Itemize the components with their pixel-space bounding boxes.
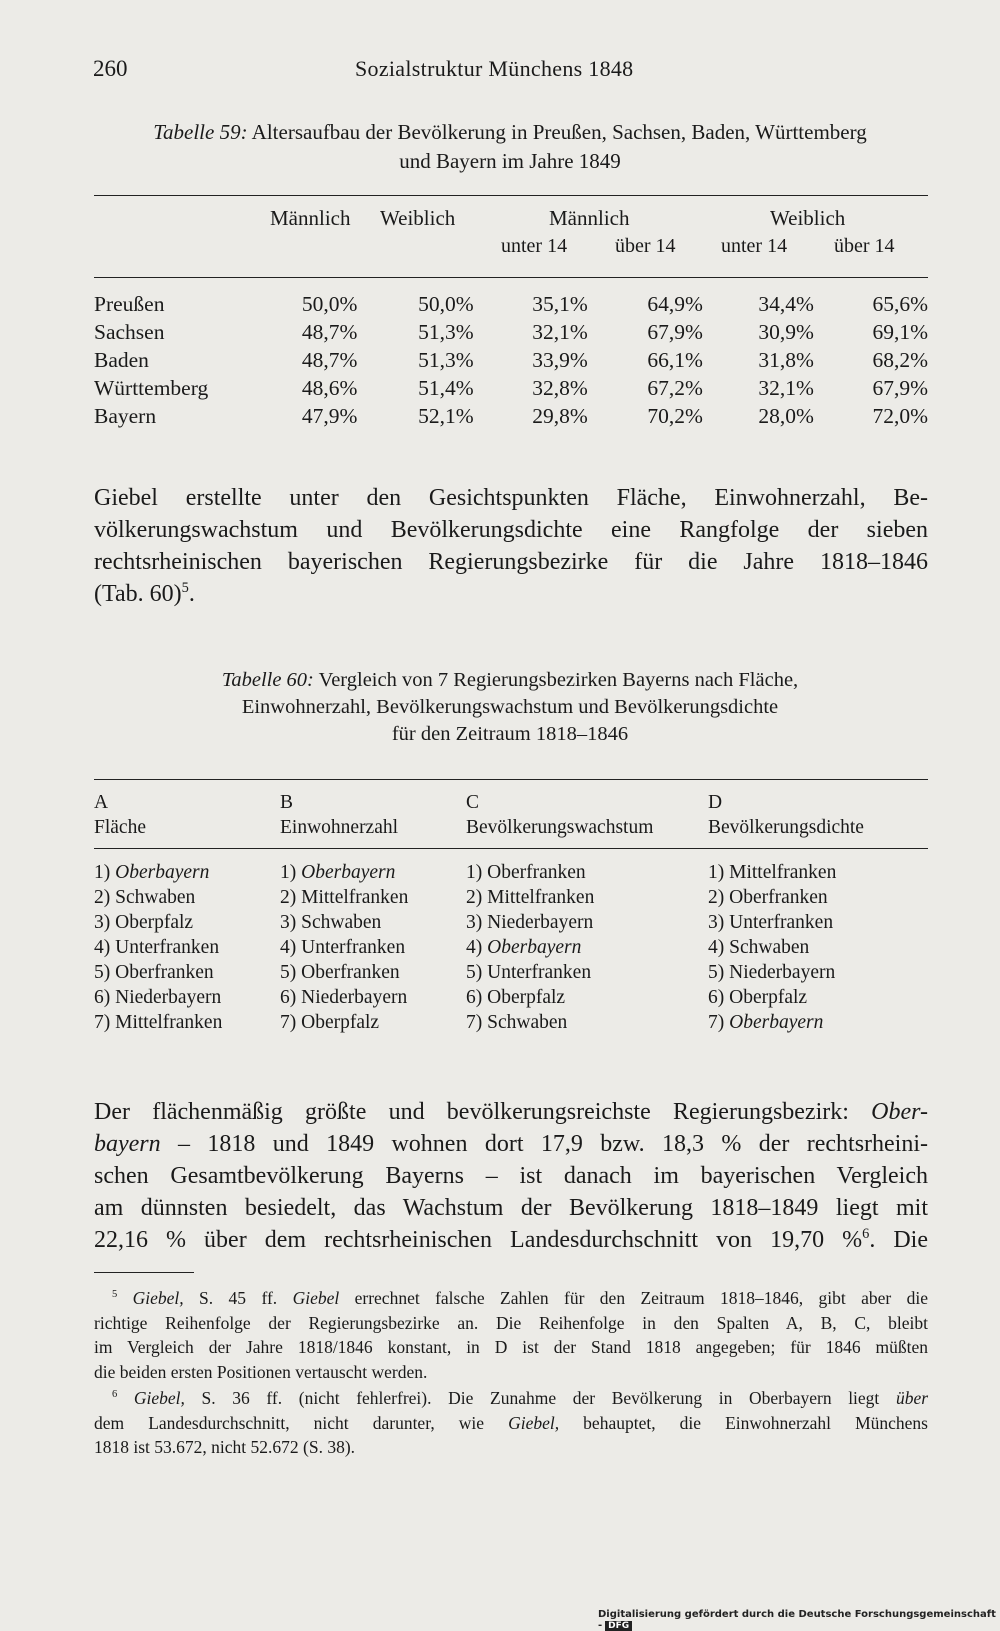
italic-run: Giebel, [133,1388,185,1408]
table-cell: 67,9% [872,376,928,400]
table-cell: 50,0% [301,292,358,316]
table59-top-rule [94,195,928,196]
table-cell: 30,9% [758,320,814,344]
footnote-line [94,1386,928,1411]
footnote-mark: 5 [112,1289,118,1301]
table-cell: 28,0% [758,404,814,428]
footnote-line [94,1286,928,1311]
text-run: S. 36 ff. (nicht fehlerfrei). Die Zunahme der Bevölkerung in Oberbayern liegt [184,1388,896,1408]
list-item: 5) Niederbayern [708,962,836,983]
footer-text: Digitalisierung gefördert durch die Deutsche Forschungsgemeinschaft - [598,1609,996,1631]
table-cell: 29,8% [532,404,588,428]
text-run: dem Landesdurchschnitt, nicht darunter, wie [94,1412,509,1433]
table-cell: 48,7% [301,348,358,372]
spacer [280,840,408,860]
list-item: 5) Oberfranken [280,962,400,983]
footnote-ref-6: 6 [862,1226,870,1242]
table-cell: 32,1% [758,376,814,400]
table60-column-title: Fläche [94,817,146,838]
table-row [94,346,928,374]
list-item: 2) Oberfranken [708,887,828,908]
italic-run: über [895,1388,929,1408]
table59-body [94,290,928,430]
table59-header-weiblich: Weiblich [380,206,456,230]
list-item: 1) Oberbayern [94,862,210,883]
table-reference: (Tab. 60) [94,581,182,607]
table60-body [94,790,928,1050]
table-cell: 64,9% [647,292,703,316]
list-item: 2) Mittelfranken [466,887,595,908]
paragraph-2-line [94,1128,928,1160]
table60-column [280,790,408,1035]
table59-header-maennlich-group: Männlich [549,206,630,230]
list-item: 1) Mittelfranken [708,862,837,883]
text-run: – 1818 und 1849 wohnen dort 17,9 bzw. 18,3 % der rechtsrheini- [160,1131,928,1157]
table59-header-rule [94,277,928,278]
table-cell: 65,6% [872,292,928,316]
list-item: 3) Schwaben [280,912,382,933]
table-row [94,318,928,346]
table59-header-weiblich-group: Weiblich [770,206,846,230]
text-run: 22,16 % über dem rechtsrheinischen Landesdurchschnitt von 19,70 % [94,1227,863,1253]
table-cell: 66,1% [647,348,703,372]
table-cell: 34,4% [758,292,814,316]
paragraph-2 [94,1096,928,1256]
table-cell: 48,7% [301,320,358,344]
table-cell: 51,3% [418,348,474,372]
table-cell: 33,9% [532,348,588,372]
table60-column-letter: C [466,792,480,813]
table-row [94,290,928,318]
table60-title-line3: für den Zeitraum 1818–1846 [391,723,629,745]
page-number: 260 [93,56,128,81]
paragraph-2-line: am dünnsten besiedelt, das Wachstum der Bevölkerung 1818–1849 liegt mit [94,1195,928,1221]
table60-column [466,790,653,1035]
table-cell: 35,1% [532,292,588,316]
running-title: Sozialstruktur Münchens 1848 [355,56,634,81]
table59-header-maennlich: Männlich [270,206,351,230]
table60-title-line2: Einwohnerzahl, Bevölkerungswachstum und Bevölkerungsdichte [241,696,779,718]
paragraph-1-line: völkerungswachstum und Bevölkerungsdichte eine Rangfolge der sieben [94,517,928,543]
list-item: 4) Unterfranken [94,937,220,958]
list-item: 4) Oberbayern [466,937,582,958]
table-row-label: Preußen [94,292,165,316]
table-cell: 48,6% [301,376,358,400]
list-item: 6) Oberpfalz [466,987,566,1008]
list-item: 6) Niederbayern [94,987,222,1008]
table60-label: Tabelle 60: [221,669,314,691]
paragraph-2-line [94,1096,928,1128]
table60-column [94,790,222,1035]
list-item: 2) Schwaben [94,887,196,908]
table59-header-w-ueber14: über 14 [834,235,895,257]
sentence-end: . [188,581,195,607]
table60-column-letter: D [708,792,723,813]
table-cell: 47,9% [301,404,358,428]
spacer [708,840,864,860]
list-item: 7) Mittelfranken [94,1012,223,1033]
table59-title-line2: und Bayern im Jahre 1849 [399,149,621,173]
text-run: behauptet, die Einwohnerzahl Münchens [559,1412,928,1433]
footnote-line: im Vergleich der Jahre 1818/1846 konstant, in D ist der Stand 1818 angegeben; für 1846 müßten [94,1337,928,1357]
table-row [94,402,928,430]
table60-column-title: Einwohnerzahl [280,817,399,838]
list-item: 1) Oberfranken [466,862,586,883]
text-run: S. 45 ff. [183,1288,293,1308]
paragraph-2-line [94,1224,928,1256]
list-item: 1) Oberbayern [280,862,396,883]
italic-run: Giebel, [132,1288,184,1308]
table59-header-m-ueber14: über 14 [615,235,676,257]
table60-column-letter: B [280,792,294,813]
list-item: 5) Oberfranken [94,962,214,983]
list-item: 2) Mittelfranken [280,887,409,908]
text-run: Der flächenmäßig größte und bevölkerungsreichste Regierungsbezirk: [94,1099,872,1125]
table59-header-m-unter14: unter 14 [501,235,568,257]
footnote-ref-5: 5 [181,580,189,596]
table60-caption [90,667,930,748]
list-item: 3) Oberpfalz [94,912,194,933]
text-run: . Die [869,1227,928,1253]
table-cell: 67,9% [647,320,703,344]
table-cell: 31,8% [758,348,814,372]
list-item: 4) Unterfranken [280,937,406,958]
list-item: 7) Oberpfalz [280,1012,380,1033]
dfg-logo: DFG [605,1621,632,1631]
table-row-label: Württemberg [94,376,209,400]
table-row-label: Baden [94,348,149,372]
paragraph-1-line: Giebel erstellte unter den Gesichtspunkten Fläche, Einwohnerzahl, Be- [94,485,928,511]
table60-column-title: Bevölkerungswachstum [466,817,654,838]
list-item: 3) Unterfranken [708,912,834,933]
table-cell: 52,1% [418,404,474,428]
paragraph-1-last-line [94,578,928,610]
footnote-line: 1818 ist 53.672, nicht 52.672 (S. 38). [94,1437,356,1457]
text-run: errechnet falsche Zahlen für den Zeitraum 1818–1846, gibt aber die [339,1288,928,1308]
table60-top-rule [94,779,928,780]
table-row-label: Sachsen [94,320,165,344]
table60-title-line1: Vergleich von 7 Regierungsbezirken Bayerns nach Fläche, [318,669,799,691]
table60-column [708,790,864,1035]
footnote-line: richtige Reihenfolge der Regierungsbezirke an. Die Reihenfolge in den Spalten A, B, C, bleibt [94,1312,928,1333]
table-cell: 72,0% [872,404,928,428]
table-cell: 50,0% [418,292,474,316]
footnote-6 [94,1386,928,1460]
list-item: 5) Unterfranken [466,962,592,983]
digitization-footer [598,1609,1000,1631]
table-cell: 69,1% [872,320,928,344]
paragraph-2-line: schen Gesamtbevölkerung Bayerns – ist danach im bayerischen Vergleich [94,1163,928,1189]
table-cell: 51,3% [418,320,474,344]
table-cell: 68,2% [872,348,928,372]
footnote-5 [94,1286,928,1384]
table-cell: 51,4% [418,376,474,400]
paragraph-1 [94,482,928,610]
footnote-separator [94,1272,194,1273]
table-row-label: Bayern [94,404,157,428]
spacer [94,840,222,860]
table-cell: 70,2% [647,404,703,428]
table-cell: 67,2% [647,376,703,400]
paragraph-1-line: rechtsrheinischen bayerischen Regierungsbezirke für die Jahre 1818–1846 [94,549,928,575]
italic-run: Giebel [292,1288,340,1308]
table59-title-line1: Altersaufbau der Bevölkerung in Preußen, Sachsen, Baden, Württemberg [251,120,867,144]
italic-run: Ober- [871,1099,928,1125]
italic-run: Giebel, [508,1412,560,1433]
list-item: 4) Schwaben [708,937,810,958]
footnote-line: die beiden ersten Positionen vertauscht werden. [94,1361,428,1382]
list-item: 6) Niederbayern [280,987,408,1008]
table59-header-w-unter14: unter 14 [721,235,788,257]
table-cell: 32,1% [532,320,588,344]
footnote-line [94,1411,928,1436]
table60-column-letter: A [94,792,109,813]
italic-run: bayern [94,1131,161,1157]
table60-column-title: Bevölkerungsdichte [708,817,864,838]
table59-label: Tabelle 59: [153,120,248,144]
table-cell: 32,8% [532,376,588,400]
table59-caption [90,118,930,176]
list-item: 6) Oberpfalz [708,987,808,1008]
footnote-mark: 6 [112,1389,118,1401]
list-item: 7) Oberbayern [708,1012,824,1033]
spacer [466,840,653,860]
table-row [94,374,928,402]
list-item: 7) Schwaben [466,1012,568,1033]
list-item: 3) Niederbayern [466,912,594,933]
